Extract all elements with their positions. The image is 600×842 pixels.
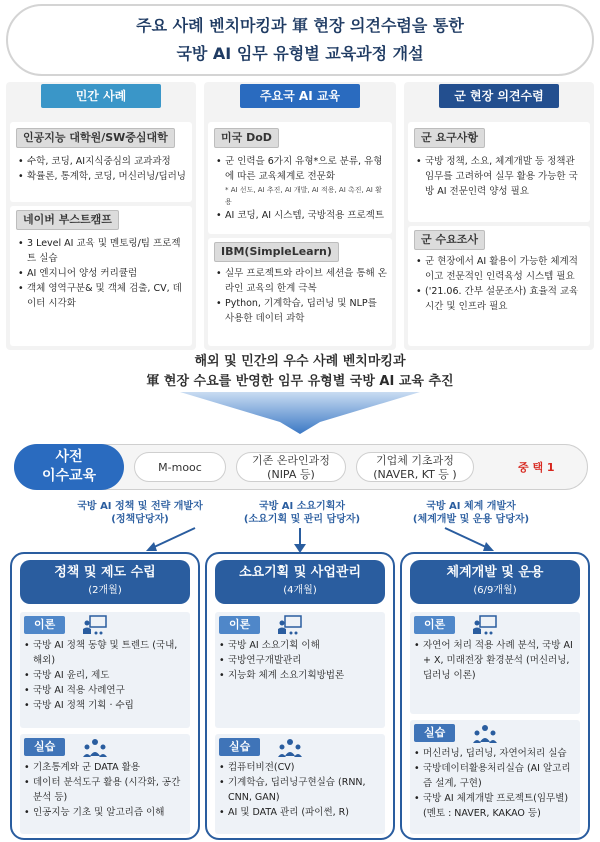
section-tag: 미국 DoD	[214, 128, 279, 148]
practice-section	[20, 734, 190, 834]
list-item: • 국방 정책, 소요, 체계개발 등 정책관 임무를 고려하여 실무 활용 가능한 국방 AI 전문인력 양성 필요	[416, 154, 586, 199]
course-title: 소요기획 및 사업관리	[238, 565, 362, 580]
list-item: • 인공지능 기초 및 알고리즘 이해	[24, 805, 186, 820]
column-foreign-ai-education	[204, 82, 396, 350]
course-duration: (4개월)	[283, 585, 317, 596]
list-item: • 확률론, 통계학, 코딩, 머신러닝/딥러닝	[18, 169, 188, 184]
target-policy	[60, 500, 220, 526]
column-military-field-opinions	[404, 82, 594, 350]
list-item: • 지능화 체계 소요기획방법론	[219, 668, 381, 683]
teacher-icon	[82, 614, 108, 636]
down-funnel-arrow-icon	[180, 392, 420, 434]
course-header	[410, 560, 580, 604]
theory-list	[219, 638, 381, 683]
target-line1: 국방 AI 소요기획자	[258, 501, 346, 512]
list-item: • 자연어 처리 적용 사례 분석, 국방 AI + X, 미래전장 환경분석 (머신러닝, 딥러닝 이론)	[414, 638, 576, 683]
bullet-list	[18, 236, 188, 311]
arrow-down-left-icon	[140, 526, 200, 554]
teacher-icon	[277, 614, 303, 636]
target-system-dev	[386, 500, 556, 526]
list-item: • 기계학습, 딥러닝구현실습 (RNN, CNN, GAN)	[219, 775, 381, 805]
list-item: • 국방 AI 정책 기획 · 수립	[24, 698, 186, 713]
theory-section	[410, 612, 580, 714]
section-tag: 네이버 부스트캠프	[16, 210, 119, 230]
practice-tag: 실습	[24, 738, 65, 756]
course-duration: (2개월)	[88, 585, 122, 596]
list-item: • 데이터 분석도구 활용 (시각화, 공간분석 등)	[24, 775, 186, 805]
list-item: • 실무 프로젝트와 라이브 세션을 통해 온라인 교육의 한계 극복	[216, 266, 388, 296]
option-line2: (NAVER, KT 등 )	[373, 468, 457, 481]
option-line2: (NIPA 등)	[267, 468, 315, 481]
list-item: • 3 Level AI 교육 및 멘토링/팀 프로젝트 실습	[18, 236, 188, 266]
section-naver-boostcamp	[10, 206, 192, 346]
list-item: • AI 및 DATA 관리 (파이썬, R)	[219, 805, 381, 820]
theory-section	[20, 612, 190, 728]
target-line1: 국방 AI 정책 및 전략 개발자	[77, 501, 203, 512]
option-m-mooc	[134, 452, 226, 482]
list-item: • 국방 AI 정책 동향 및 트렌드 (국내, 해외)	[24, 638, 186, 668]
section-military-requirements	[408, 122, 590, 222]
bullet-list	[216, 154, 388, 223]
section-tag: 인공지능 대학원/SW중심대학	[16, 128, 175, 148]
list-item: • 국방 AI 윤리, 제도	[24, 668, 186, 683]
theory-tag: 이론	[219, 616, 260, 634]
option-line1: M-mooc	[158, 461, 202, 474]
practice-tag: 실습	[414, 724, 455, 742]
theory-section	[215, 612, 385, 728]
list-item: • AI 엔지니어 양성 커리큘럼	[18, 266, 188, 281]
bullet-list	[18, 154, 188, 184]
group-icon	[277, 736, 303, 758]
course-title: 체계개발 및 운용	[446, 565, 544, 580]
arrow-down-icon	[292, 526, 308, 554]
group-icon	[472, 722, 498, 744]
course-system-dev	[400, 552, 590, 840]
list-item: • ('21.06. 간부 설문조사) 효율적 교육시간 및 인프라 필요	[416, 284, 586, 314]
list-item: • 머신러닝, 딥러닝, 자연어처리 실습	[414, 746, 576, 761]
target-line2: (소요기획 및 관리 담당자)	[243, 514, 361, 525]
course-header	[215, 560, 385, 604]
list-item: • 수학, 코딩, AI지식중심의 교과과정	[18, 154, 188, 169]
arrow-down-right-icon	[440, 526, 500, 554]
choice-label: 중 택 1	[518, 461, 555, 474]
list-item: • 국방 AI 체계개발 프로젝트(임무별) (멘토 : NAVER, KAKAO 등)	[414, 791, 576, 821]
column-header: 군 현장 의견수렴	[439, 84, 559, 108]
option-online-course	[236, 452, 346, 482]
section-us-dod	[208, 122, 392, 234]
title-banner	[6, 4, 594, 76]
prerequisite-label-line2: 이수교육	[41, 468, 97, 484]
section-ai-graduate	[10, 122, 192, 202]
practice-tag: 실습	[219, 738, 260, 756]
section-tag: 군 수요조사	[414, 230, 485, 250]
section-tag: 군 요구사항	[414, 128, 485, 148]
course-duration: (6/9개월)	[473, 585, 517, 596]
option-enterprise-course	[356, 452, 474, 482]
course-header	[20, 560, 190, 604]
course-policy	[10, 552, 200, 840]
theory-list	[24, 638, 186, 713]
list-item: • 국방 AI 적용 사례연구	[24, 683, 186, 698]
list-item: • 군 현장에서 AI 활용이 가능한 체계적이고 전문적인 인력육성 시스템 필요	[416, 254, 586, 284]
theory-list	[414, 638, 576, 683]
bullet-list	[416, 254, 586, 314]
list-item: • 국방연구개발관리	[219, 653, 381, 668]
section-military-survey	[408, 226, 590, 346]
title-line2: 국방 AI 임무 유형별 교육과정 개설	[176, 44, 424, 63]
practice-list	[219, 760, 381, 820]
course-title: 정책 및 제도 수립	[54, 565, 156, 580]
target-line2: (정책담당자)	[111, 514, 169, 525]
list-item: • 군 인력을 6가지 유형*으로 분류, 유형에 따른 교육체계로 전문화	[216, 154, 388, 184]
theory-tag: 이론	[24, 616, 65, 634]
section-ibm-simplelearn	[208, 238, 392, 346]
title-line1: 주요 사례 벤치마킹과 軍 현장 의견수렴을 통한	[136, 16, 464, 35]
bullet-list	[216, 266, 388, 326]
list-item: • AI 코딩, AI 시스템, 국방적용 프로젝트	[216, 208, 388, 223]
summary-line1: 해외 및 민간의 우수 사례 벤치마킹과	[194, 354, 406, 369]
bullet-list	[416, 154, 586, 199]
practice-section	[215, 734, 385, 834]
list-item: • 국방 AI 소요기획 이해	[219, 638, 381, 653]
prerequisite-label	[14, 444, 124, 490]
theory-tag: 이론	[414, 616, 455, 634]
target-line1: 국방 AI 체계 개발자	[426, 501, 516, 512]
list-item: • 기초통계와 군 DATA 활용	[24, 760, 186, 775]
option-line1: 기업체 기초과정	[376, 454, 454, 467]
list-item: • Python, 기계학습, 딥러닝 및 NLP를 사용한 데이터 과학	[216, 296, 388, 326]
prerequisite-label-line1: 사전	[55, 449, 83, 465]
list-item: • 국방데이터활용처리실습 (AI 알고리즘 설계, 구현)	[414, 761, 576, 791]
section-tag: IBM(SimpleLearn)	[214, 242, 339, 262]
practice-section	[410, 720, 580, 834]
course-requirements	[205, 552, 395, 840]
group-icon	[82, 736, 108, 758]
column-header: 민간 사례	[41, 84, 161, 108]
practice-list	[414, 746, 576, 821]
summary-line2: 軍 현장 수요를 반영한 임무 유형별 국방 AI 교육 추진	[146, 374, 454, 389]
list-item: • 객체 영역구분& 및 객체 검출, CV, 데이터 시각화	[18, 281, 188, 311]
list-item: • 컴퓨터비전(CV)	[219, 760, 381, 775]
target-requirements	[222, 500, 382, 526]
target-line2: (체계개발 및 운용 담당자)	[412, 514, 530, 525]
column-header: 주요국 AI 교육	[240, 84, 360, 108]
column-private-cases	[6, 82, 196, 350]
practice-list	[24, 760, 186, 820]
option-line1: 기존 온라인과정	[252, 454, 330, 467]
teacher-icon	[472, 614, 498, 636]
footnote: * AI 선도, AI 추진, AI 개발, AI 적용, AI 촉진, AI 활용	[225, 186, 382, 206]
